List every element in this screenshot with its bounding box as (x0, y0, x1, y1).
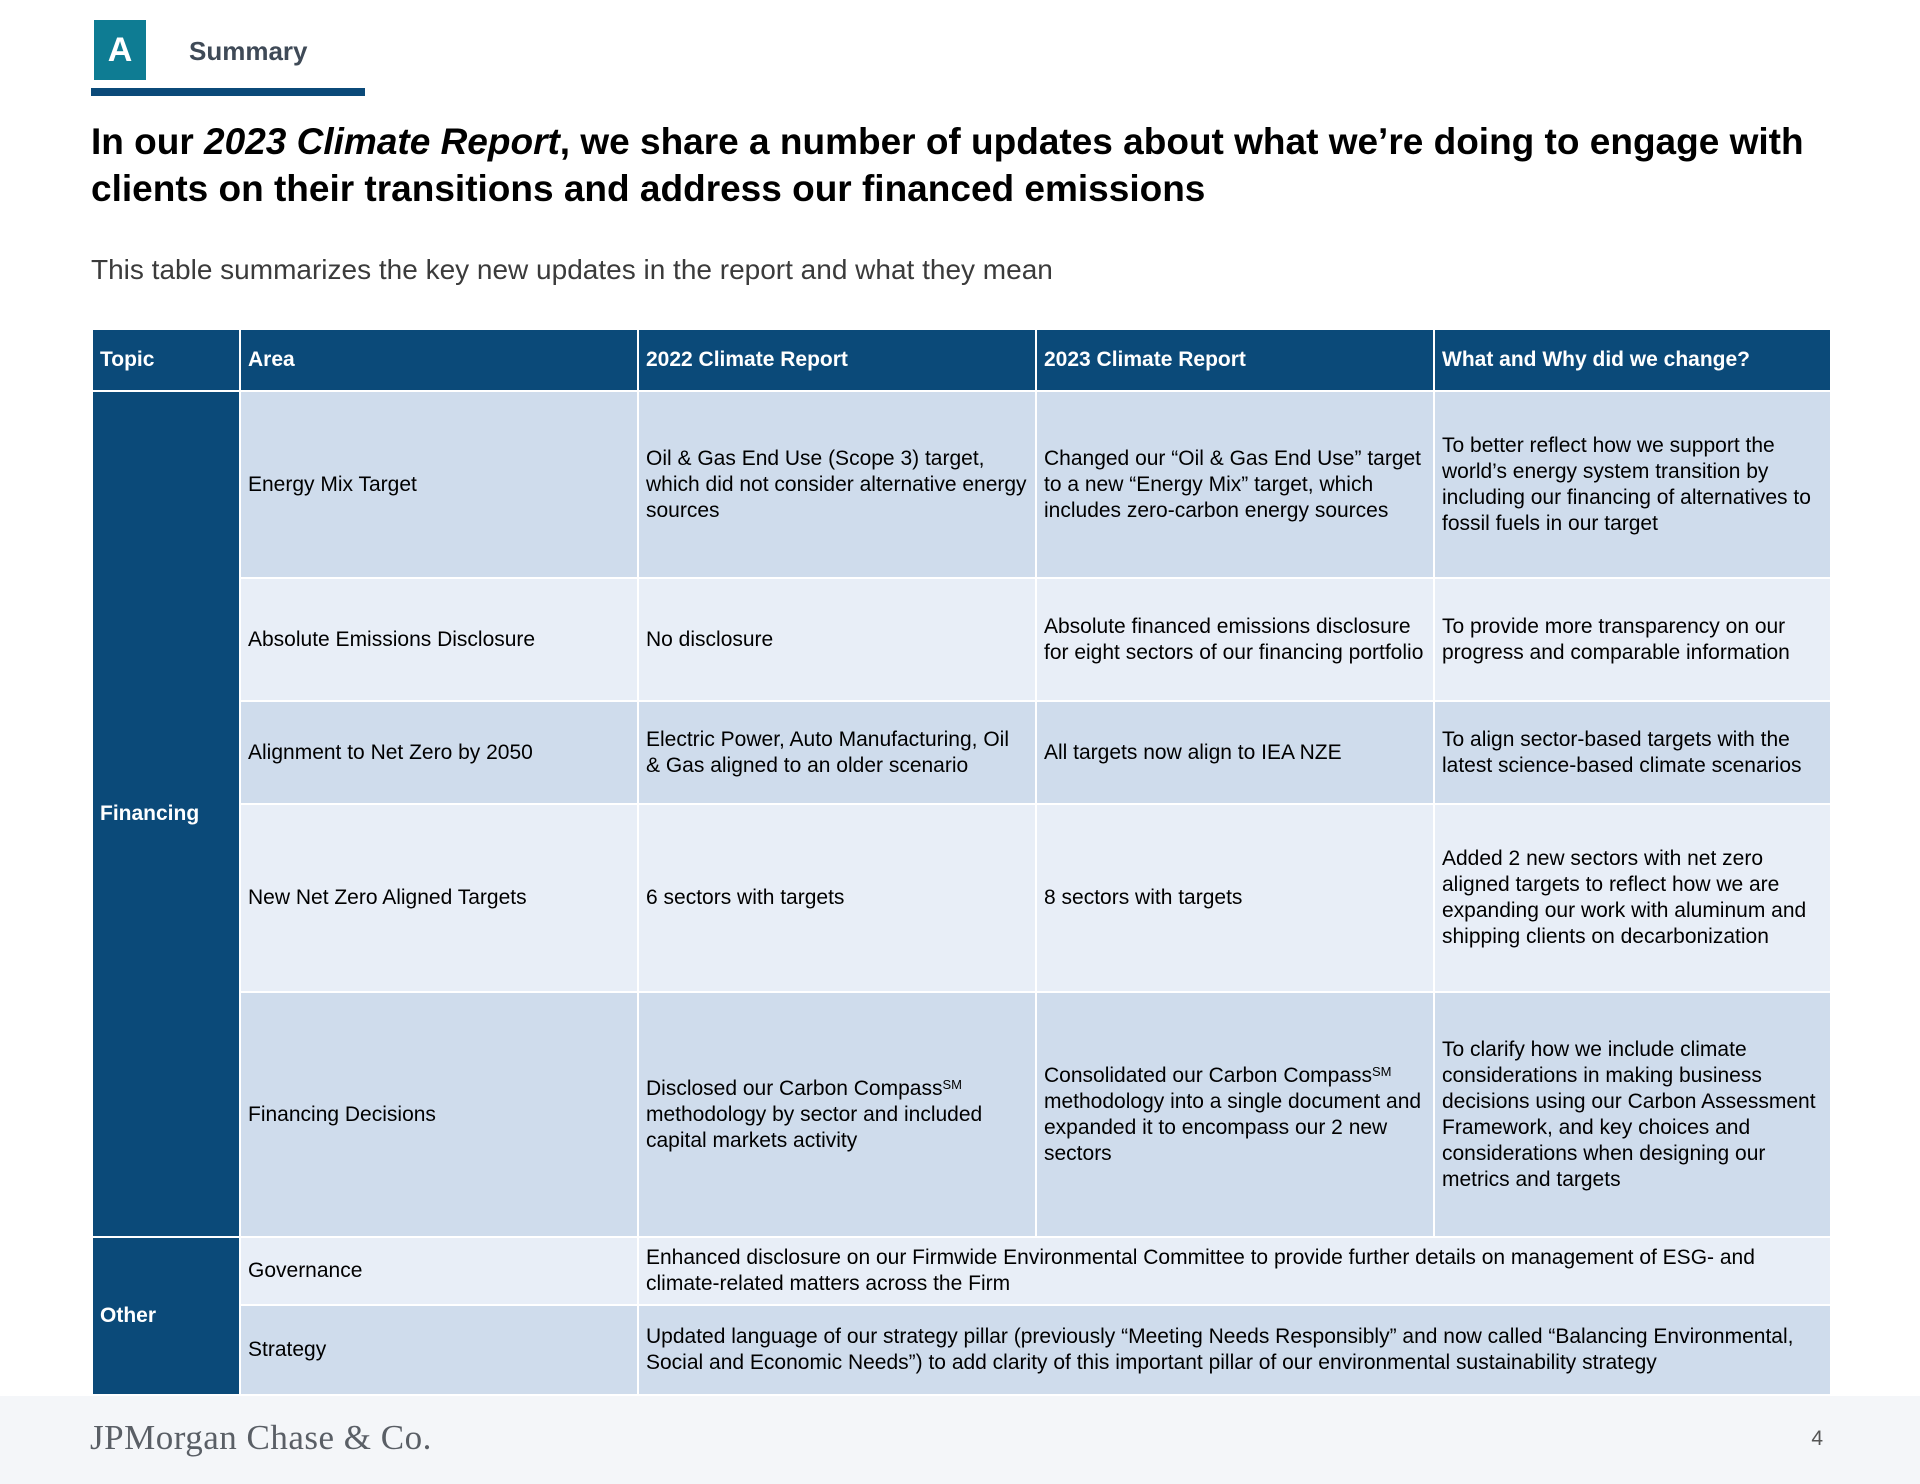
report-2023-cell: Changed our “Oil & Gas End Use” target to a new “Energy Mix” target, which includes zero-carbon energy sources (1036, 391, 1434, 578)
report-2023-text: Consolidated our Carbon Compass (1044, 1063, 1373, 1087)
topic-financing: Financing (92, 391, 240, 1237)
why-cell: To clarify how we include climate considerations in making business decisions using our Carbon Assessment Framework, and key choices and considerations when designing our metrics and targets (1434, 992, 1831, 1237)
why-cell: To better reflect how we support the world’s energy system transition by including our financing of alternatives to fossil fuels in our target (1434, 391, 1831, 578)
table-header-row (92, 329, 1831, 391)
header-2023-report: 2023 Climate Report (1036, 329, 1434, 391)
summary-table (91, 328, 1832, 1396)
title-part-1: In our (91, 121, 205, 162)
table-row (92, 992, 1831, 1237)
report-2022-text: Disclosed our Carbon Compass (646, 1076, 943, 1100)
title-part-2: , we share a number of updates about what we’re doing to engage with clients on their transitions and address our financed emissions (91, 121, 1804, 209)
table-row (92, 391, 1831, 578)
report-2022-cell: Electric Power, Auto Manufacturing, Oil & Gas aligned to an older scenario (638, 701, 1036, 804)
merged-description-cell: Enhanced disclosure on our Firmwide Environmental Committee to provide further details on management of ESG- and climate-related matters across the Firm (638, 1237, 1831, 1305)
report-2022-cell: Oil & Gas End Use (Scope 3) target, which did not consider alternative energy sources (638, 391, 1036, 578)
table-row (92, 578, 1831, 701)
report-2023-cell: Absolute financed emissions disclosure for eight sectors of our financing portfolio (1036, 578, 1434, 701)
area-cell: New Net Zero Aligned Targets (240, 804, 638, 992)
section-rule (91, 88, 365, 96)
service-mark: SM (1372, 1063, 1392, 1079)
area-cell: Energy Mix Target (240, 391, 638, 578)
company-logo: JPMorgan Chase & Co. (90, 1418, 432, 1457)
title-report-name: 2023 Climate Report (204, 121, 560, 162)
page-number: 4 (1811, 1427, 1823, 1450)
header-topic: Topic (92, 329, 240, 391)
area-cell: Alignment to Net Zero by 2050 (240, 701, 638, 804)
report-2023-cell (1036, 992, 1434, 1237)
why-cell: To align sector-based targets with the latest science-based climate scenarios (1434, 701, 1831, 804)
merged-description-cell: Updated language of our strategy pillar (previously “Meeting Needs Responsibly” and now called “Balancing Environmental, Social and Economic Needs”) to add clarity of this important pillar of our environmental sustainability strategy (638, 1305, 1831, 1395)
report-2022-cell (638, 992, 1036, 1237)
table-row (92, 1305, 1831, 1395)
area-cell: Financing Decisions (240, 992, 638, 1237)
header-why-changed: What and Why did we change? (1434, 329, 1831, 391)
report-2022-cell: 6 sectors with targets (638, 804, 1036, 992)
report-2023-cell: All targets now align to IEA NZE (1036, 701, 1434, 804)
table-row (92, 804, 1831, 992)
table-row (92, 701, 1831, 804)
section-badge: A (94, 20, 146, 80)
report-2022-text-cont: methodology by sector and included capital markets activity (646, 1102, 983, 1152)
page-subtitle: This table summarizes the key new updates in the report and what they mean (91, 254, 1053, 285)
report-2022-cell: No disclosure (638, 578, 1036, 701)
why-cell: To provide more transparency on our progress and comparable information (1434, 578, 1831, 701)
service-mark: SM (942, 1076, 962, 1092)
page-title (91, 118, 1891, 212)
area-cell: Absolute Emissions Disclosure (240, 578, 638, 701)
why-cell: Added 2 new sectors with net zero aligned targets to reflect how we are expanding our work with aluminum and shipping clients on decarbonization (1434, 804, 1831, 992)
topic-other: Other (92, 1237, 240, 1395)
table-row (92, 1237, 1831, 1305)
header-2022-report: 2022 Climate Report (638, 329, 1036, 391)
header-area: Area (240, 329, 638, 391)
report-2023-cell: 8 sectors with targets (1036, 804, 1434, 992)
report-2023-text-cont: methodology into a single document and expanded it to encompass our 2 new sectors (1044, 1089, 1422, 1165)
area-cell: Governance (240, 1237, 638, 1305)
section-label: Summary (189, 36, 308, 66)
area-cell: Strategy (240, 1305, 638, 1395)
